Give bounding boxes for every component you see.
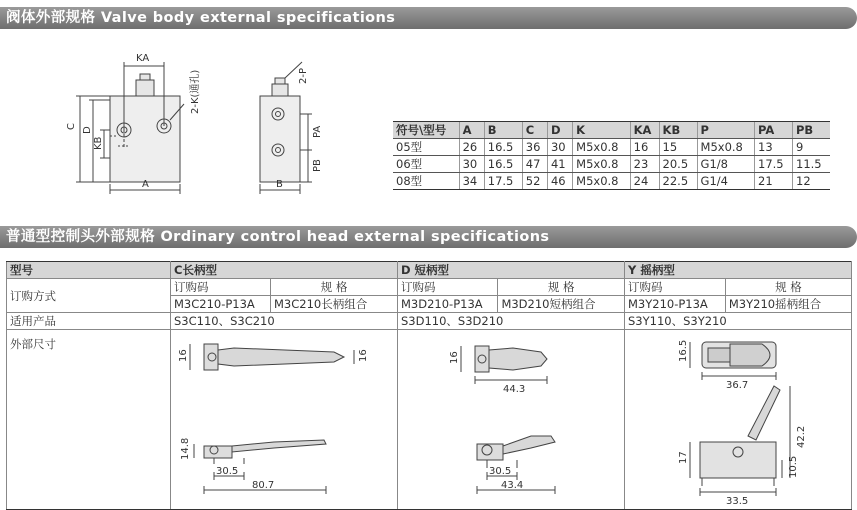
spec-header-cell: 符号\型号 bbox=[393, 122, 459, 139]
spec-cell: 52 bbox=[522, 173, 547, 190]
spec-cell: 17.5 bbox=[755, 156, 793, 173]
spec-value: M3D210短柄组合 bbox=[498, 296, 625, 313]
spec-cell: 30 bbox=[459, 156, 484, 173]
spec-cell: M5x0.8 bbox=[697, 139, 754, 156]
order-code-value: M3D210-P13A bbox=[398, 296, 498, 313]
spec-cell: 16 bbox=[630, 139, 659, 156]
spec-cell: 12 bbox=[793, 173, 831, 190]
valve-front-view-drawing bbox=[60, 50, 220, 200]
dim-d-top-w: 44.3 bbox=[503, 384, 526, 395]
control-header-cell: Y 摇柄型 bbox=[625, 262, 852, 279]
dim-y-top-w: 36.7 bbox=[726, 380, 749, 391]
spec-cell: 21 bbox=[755, 173, 793, 190]
dim-d-top-h: 16 bbox=[449, 351, 460, 364]
spec-cell: 05型 bbox=[393, 139, 459, 156]
spec-header-cell: B bbox=[484, 122, 522, 139]
dim-label-ka: KA bbox=[136, 53, 150, 64]
spec-cell: 16.5 bbox=[484, 139, 522, 156]
control-header-row bbox=[7, 262, 852, 279]
order-code-label: 订购码 bbox=[625, 279, 726, 296]
section-title-control-head bbox=[0, 226, 857, 248]
spec-label: 规 格 bbox=[498, 279, 625, 296]
section-title-text: 阀体外部规格 Valve body external specifications bbox=[6, 10, 396, 26]
y-type-drawing bbox=[628, 336, 848, 506]
dim-label-a: A bbox=[142, 179, 149, 190]
valve-spec-table bbox=[393, 121, 830, 190]
order-code-label: 订购码 bbox=[398, 279, 498, 296]
spec-cell: 08型 bbox=[393, 173, 459, 190]
dim-y-top-h: 16.5 bbox=[678, 339, 689, 362]
spec-cell: M5x0.8 bbox=[573, 139, 630, 156]
dim-c-top-h: 16 bbox=[178, 349, 189, 362]
spec-cell: 36 bbox=[522, 139, 547, 156]
dims-cell-d bbox=[398, 330, 625, 510]
table-row bbox=[7, 279, 852, 296]
spec-cell: G1/8 bbox=[697, 156, 754, 173]
spec-header-cell: PB bbox=[793, 122, 831, 139]
spec-cell: 13 bbox=[755, 139, 793, 156]
spec-header-cell: KB bbox=[659, 122, 697, 139]
control-header-cell: 型号 bbox=[7, 262, 171, 279]
order-code-label: 订购码 bbox=[171, 279, 271, 296]
dim-label-b: B bbox=[276, 179, 283, 190]
spec-cell: 47 bbox=[522, 156, 547, 173]
spec-cell: 46 bbox=[547, 173, 572, 190]
table-row bbox=[393, 139, 830, 156]
dim-c-w2: 80.7 bbox=[252, 480, 275, 491]
spec-cell: 06型 bbox=[393, 156, 459, 173]
dim-y-w: 33.5 bbox=[726, 496, 749, 506]
spec-header-cell: P bbox=[697, 122, 754, 139]
products-value: S3D110、S3D210 bbox=[398, 313, 625, 330]
control-header-cell: D 短柄型 bbox=[398, 262, 625, 279]
spec-cell: 26 bbox=[459, 139, 484, 156]
spec-cell: 41 bbox=[547, 156, 572, 173]
row-label-apply: 适用产品 bbox=[7, 313, 171, 330]
spec-header-cell: D bbox=[547, 122, 572, 139]
dim-d-w1: 30.5 bbox=[489, 466, 512, 477]
spec-cell: 24 bbox=[630, 173, 659, 190]
dim-label-pb: PB bbox=[312, 159, 323, 172]
spec-cell: 15 bbox=[659, 139, 697, 156]
spec-header-cell: C bbox=[522, 122, 547, 139]
d-type-drawing bbox=[401, 336, 621, 496]
dim-label-d: D bbox=[82, 126, 93, 134]
spec-cell: G1/4 bbox=[697, 173, 754, 190]
dim-label-k: 2-K(通孔) bbox=[190, 69, 201, 114]
spec-cell: M5x0.8 bbox=[573, 156, 630, 173]
control-head-table bbox=[6, 261, 852, 510]
c-type-drawing bbox=[174, 336, 394, 496]
products-value: S3C110、S3C210 bbox=[171, 313, 398, 330]
dims-cell-y bbox=[625, 330, 852, 510]
dim-c-w1: 30.5 bbox=[216, 466, 239, 477]
table-row bbox=[393, 156, 830, 173]
spec-header-row bbox=[393, 122, 830, 139]
spec-cell: 34 bbox=[459, 173, 484, 190]
spec-value: M3C210长柄组合 bbox=[271, 296, 398, 313]
spec-cell: 9 bbox=[793, 139, 831, 156]
spec-header-cell: K bbox=[573, 122, 630, 139]
table-row bbox=[7, 330, 852, 510]
dim-y-side-h: 17 bbox=[678, 451, 689, 464]
dim-label-kb: KB bbox=[93, 136, 104, 150]
spec-cell: 22.5 bbox=[659, 173, 697, 190]
spec-cell: M5x0.8 bbox=[573, 173, 630, 190]
spec-value: M3Y210摇柄组合 bbox=[725, 296, 851, 313]
section-title-text: 普通型控制头外部规格 Ordinary control head external specifications bbox=[6, 229, 550, 245]
dim-y-h1: 42.2 bbox=[796, 425, 807, 448]
dim-d-w2: 43.4 bbox=[501, 480, 524, 491]
spec-cell: 17.5 bbox=[484, 173, 522, 190]
row-label-order: 订购方式 bbox=[7, 279, 171, 313]
dim-label-p: 2-P bbox=[298, 67, 309, 84]
valve-side-view-drawing bbox=[240, 58, 330, 198]
spec-cell: 20.5 bbox=[659, 156, 697, 173]
spec-header-cell: PA bbox=[755, 122, 793, 139]
spec-header-cell: KA bbox=[630, 122, 659, 139]
spec-cell: 16.5 bbox=[484, 156, 522, 173]
dim-label-c: C bbox=[66, 123, 77, 130]
dim-c-top-h2: 16 bbox=[358, 349, 369, 362]
dim-label-pa: PA bbox=[312, 125, 323, 138]
table-row bbox=[7, 313, 852, 330]
table-row bbox=[393, 173, 830, 190]
section-title-valve-body bbox=[0, 7, 857, 29]
order-code-value: M3Y210-P13A bbox=[625, 296, 726, 313]
products-value: S3Y110、S3Y210 bbox=[625, 313, 852, 330]
spec-cell: 11.5 bbox=[793, 156, 831, 173]
spec-cell: 23 bbox=[630, 156, 659, 173]
row-label-dims: 外部尺寸 bbox=[7, 330, 171, 510]
order-code-value: M3C210-P13A bbox=[171, 296, 271, 313]
spec-header-cell: A bbox=[459, 122, 484, 139]
spec-label: 规 格 bbox=[271, 279, 398, 296]
dims-cell-c bbox=[171, 330, 398, 510]
spec-label: 规 格 bbox=[725, 279, 851, 296]
dim-y-h2: 10.5 bbox=[788, 455, 799, 478]
spec-cell: 30 bbox=[547, 139, 572, 156]
dim-c-side-h: 14.8 bbox=[180, 437, 191, 460]
control-header-cell: C长柄型 bbox=[171, 262, 398, 279]
